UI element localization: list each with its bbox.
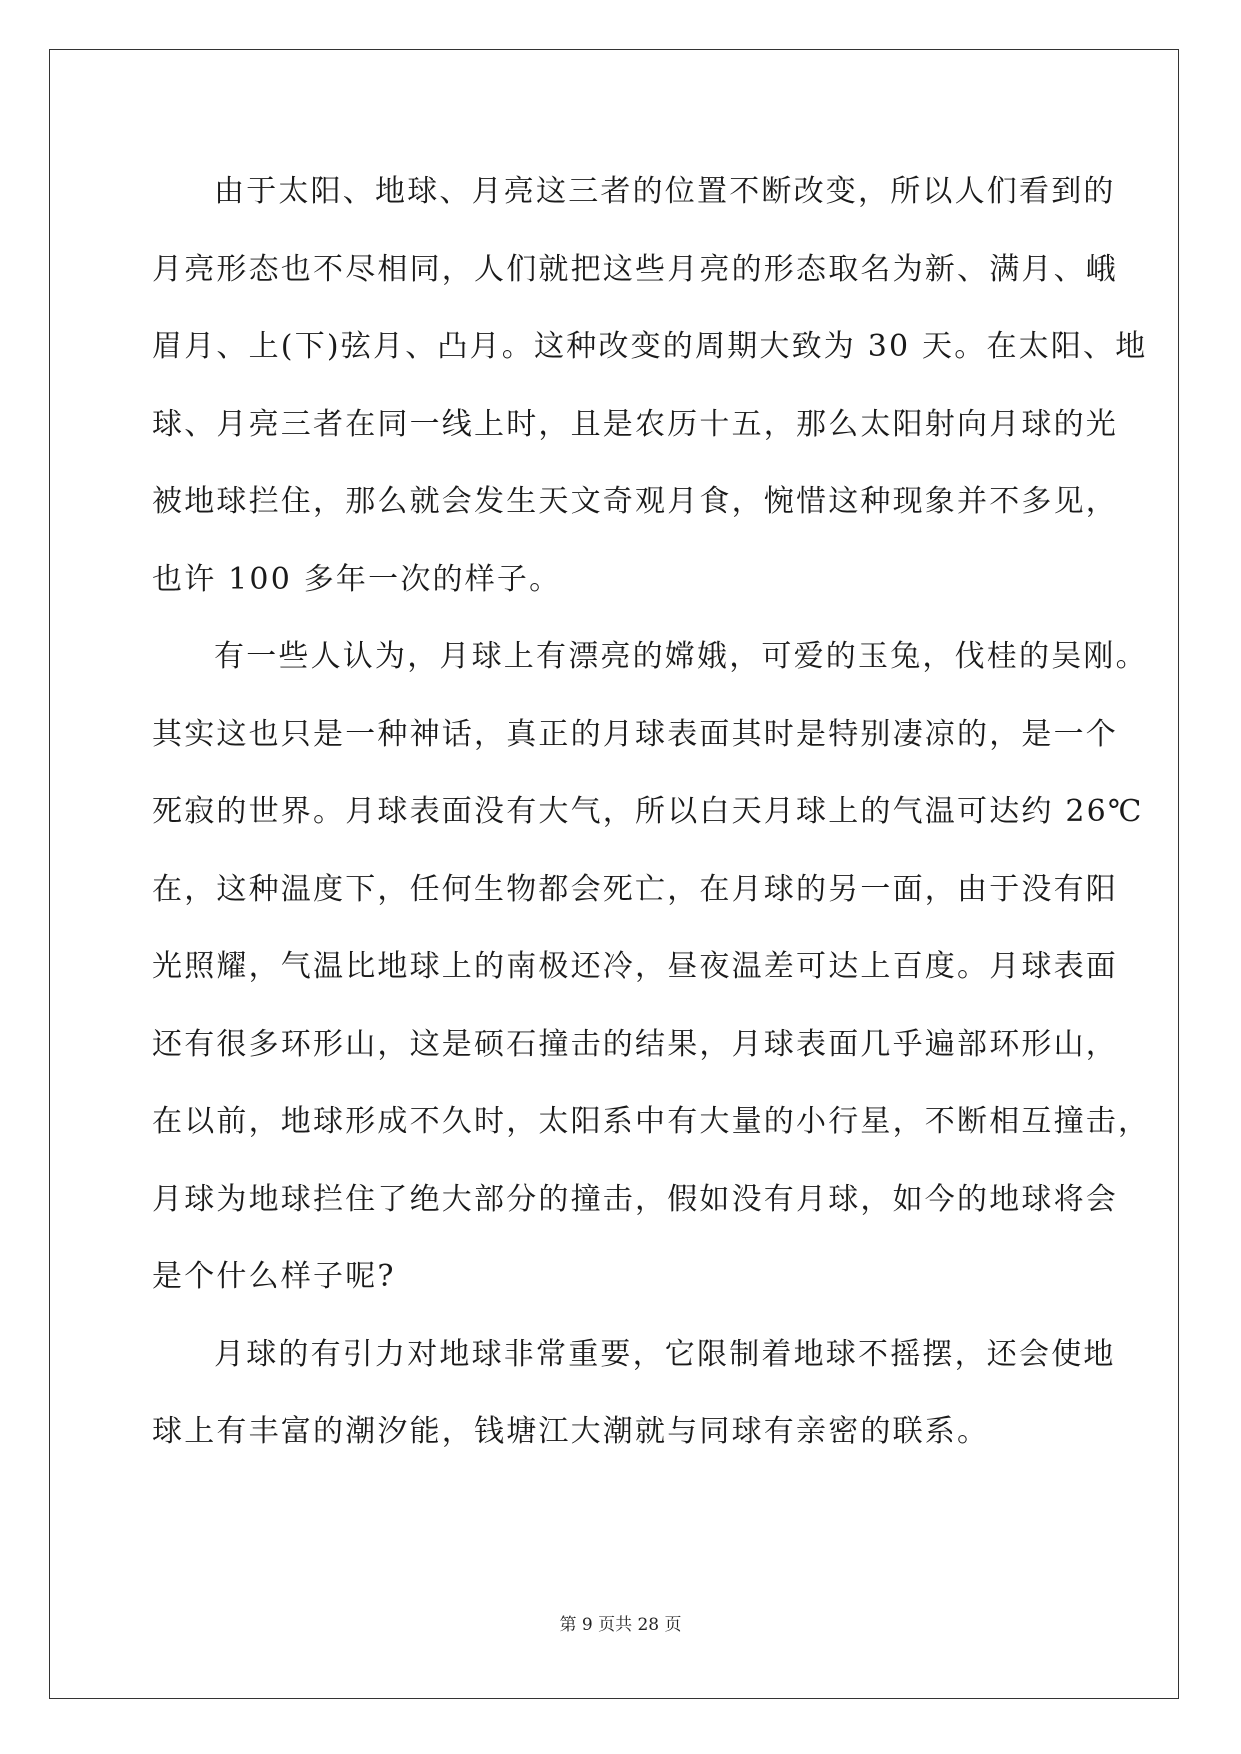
paragraph-2-line-2: 其实这也只是一种神话，真正的月球表面其时是特别凄凉的，是一个 (152, 717, 1118, 752)
paragraph-1-line-4: 球、月亮三者在同一线上时，且是农历十五，那么太阳射向月球的光 (152, 407, 1118, 442)
paragraph-1-line-3: 眉月、上(下)弦月、凸月。这种改变的周期大致为 30 天。在太阳、地 (152, 329, 1148, 364)
paragraph-2-line-9: 是个什么样子呢? (152, 1259, 396, 1294)
page-total: 共 28 页 (615, 1615, 682, 1635)
paragraph-1-line-2: 月亮形态也不尽相同，人们就把这些月亮的形态取名为新、满月、峨 (152, 252, 1118, 287)
paragraph-2-line-5: 光照耀，气温比地球上的南极还冷，昼夜温差可达上百度。月球表面 (152, 949, 1118, 984)
paragraph-3-line-2: 球上有丰富的潮汐能，钱塘江大潮就与同球有亲密的联系。 (152, 1414, 990, 1449)
paragraph-2-line-1: 有一些人认为，月球上有漂亮的嫦娥，可爱的玉兔，伐桂的吴刚。 (214, 639, 1148, 674)
paragraph-2-line-3: 死寂的世界。月球表面没有大气，所以白天月球上的气温可达约 26℃ (152, 794, 1144, 829)
paragraph-2-line-8: 月球为地球拦住了绝大部分的撞击，假如没有月球，如今的地球将会 (152, 1182, 1118, 1217)
paragraph-2-line-4: 在，这种温度下，任何生物都会死亡，在月球的另一面，由于没有阳 (152, 872, 1118, 907)
paragraph-3-line-1: 月球的有引力对地球非常重要，它限制着地球不摇摆，还会使地 (214, 1337, 1116, 1372)
paragraph-1-line-1: 由于太阳、地球、月亮这三者的位置不断改变，所以人们看到的 (214, 174, 1116, 209)
page-footer (0, 1610, 1241, 1635)
paragraph-1-line-5: 被地球拦住，那么就会发生天文奇观月食，惋惜这种现象并不多见， (152, 484, 1118, 519)
page-number: 第 9 页 (559, 1615, 616, 1635)
paragraph-1-line-6: 也许 100 多年一次的样子。 (152, 562, 562, 597)
paragraph-2-line-6: 还有很多环形山，这是硕石撞击的结果，月球表面几乎遍部环形山， (152, 1027, 1118, 1062)
paragraph-2-line-7: 在以前，地球形成不久时，太阳系中有大量的小行星，不断相互撞击， (152, 1104, 1151, 1139)
